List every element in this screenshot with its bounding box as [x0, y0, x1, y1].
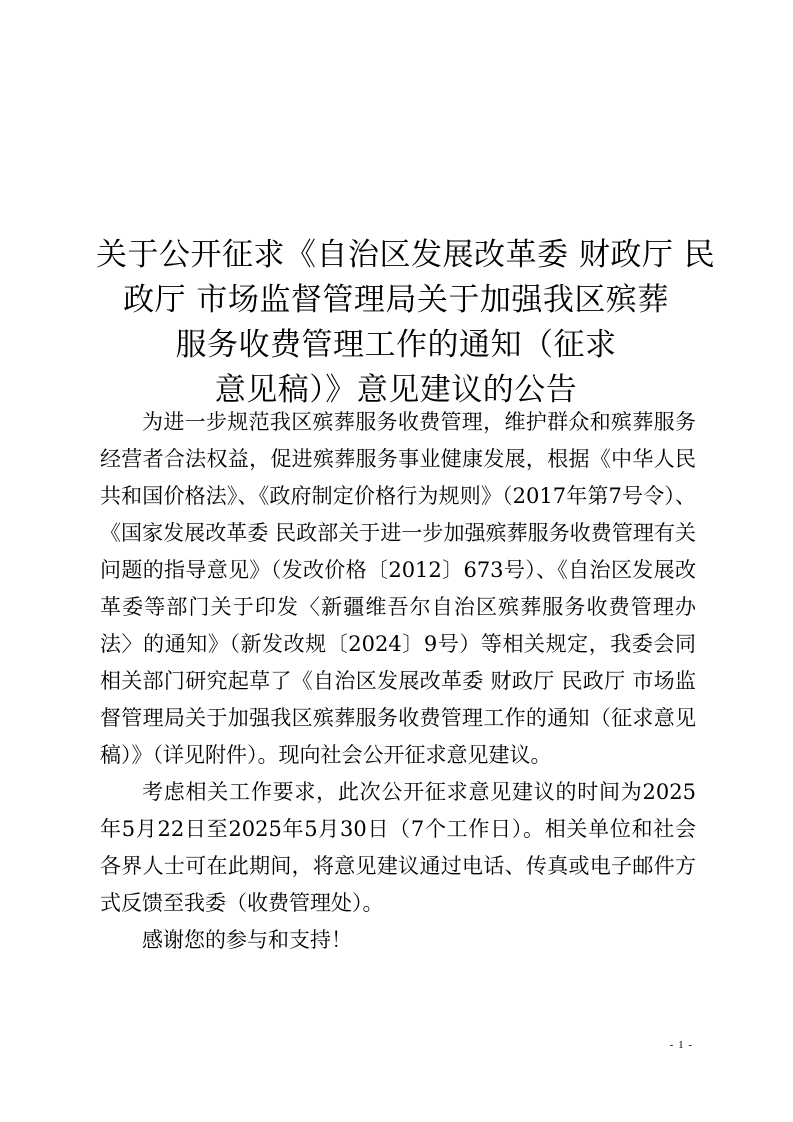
paragraph-intro: 为进一步规范我区殡葬服务收费管理，维护群众和殡葬服务经营者合法权益，促进殡葬服务事业健康发展，根据《中华人民共和国价格法》、《政府制定价格行为规则》（2017年第7号令）、《国家发展改革委 民政部关于进一步加强殡葬服务收费管理有关问题的指导意见》（发改价格〔2012〕673号）、《自治区发展改革委等部门关于印发〈新疆维吾尔自治区殡葬服务收费管理办法〉的通知》（新发改规〔2024〕9号）等相关规定，我委会同相关部门研究起草了《自治区发展改革委 财政厅 民政厅 市场监督管理局关于加强我区殡葬服务收费管理工作的通知（征求意见稿）》（详见附件）。现向社会公开征求意见建议。	[100, 410, 696, 767]
title-line-4: 意见稿）》意见建议的公告	[214, 371, 578, 408]
title-line-1: 关于公开征求《自治区发展改革委 财政厅 民	[96, 236, 716, 273]
paragraph-thanks: 感谢您的参与和支持！	[142, 928, 352, 952]
page-number: - 1 -	[669, 1039, 693, 1051]
document-title	[96, 233, 716, 413]
document-body	[100, 404, 696, 959]
title-line-2: 政厅 市场监督管理局关于加强我区殡葬	[123, 281, 669, 318]
paragraph-timeframe: 考虑相关工作要求，此次公开征求意见建议的时间为2025年5月22日至2025年5月30日（7个工作日）。相关单位和社会各界人士可在此期间，将意见建议通过电话、传真或电子邮件方式反馈至我委（收费管理处）。	[100, 780, 696, 915]
title-line-3: 服务收费管理工作的通知（征求	[175, 326, 617, 363]
